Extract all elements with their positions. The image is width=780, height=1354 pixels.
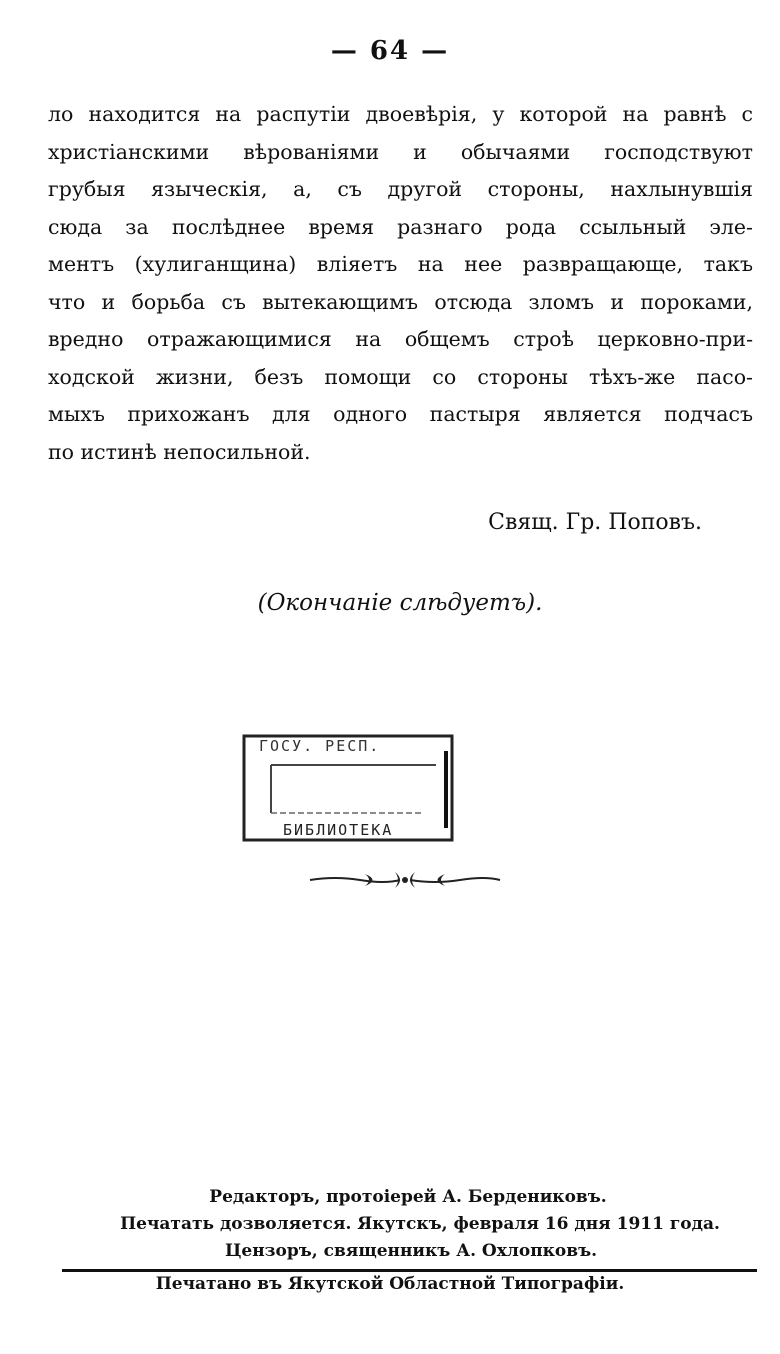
library-stamp — [241, 733, 456, 846]
body-line: ментъ (хулиганщина) вліяетъ на нее развращающе, такъ — [48, 252, 753, 276]
body-line: христіанскими вѣрованіями и обычаями господствуют — [48, 139, 753, 164]
body-line: ходской жизни, безъ помощи со стороны тѣхъ-же пасо- — [48, 364, 753, 389]
body-line: мыхъ прихожанъ для одного пастыря является подчасъ — [48, 402, 753, 426]
ornament-divider — [305, 868, 505, 892]
page-number: — 64 — — [330, 36, 450, 66]
censor-line: Цензоръ, священникъ А. Охлопковъ. — [224, 1241, 598, 1261]
printer-line: Печатано въ Якутской Областной Типографіи. — [155, 1274, 625, 1294]
permission-line: Печатать дозволяется. Якутскъ, февраля 16 дня 1911 года. — [120, 1214, 720, 1234]
body-text — [48, 96, 753, 471]
author-signature: Свящ. Гр. Поповъ. — [488, 510, 702, 535]
imprint-block — [0, 1184, 780, 1265]
stamp-top-text: ГОСУ. РЕСП. — [259, 737, 381, 755]
stamp-bottom-text: БИБЛИОТЕКА — [283, 821, 394, 839]
continuation-note: (Окончаніе слѣдуетъ). — [257, 590, 543, 616]
body-line: сюда за послѣднее время разнаго рода ссыльный эле- — [48, 214, 753, 239]
body-line: ло находится на распутіи двоевѣрія, у которой на равнѣ с — [48, 102, 753, 126]
body-line: грубыя языческія, а, съ другой стороны, нахлынувшія — [48, 177, 753, 201]
body-line: вредно отражающимися на общемъ строѣ церковно-при- — [48, 327, 753, 351]
imprint-rule — [62, 1269, 757, 1272]
body-line: что и борьба съ вытекающимъ отсюда зломъ и пороками, — [48, 289, 753, 314]
body-line: по истинѣ непосильной. — [48, 439, 311, 464]
editor-line: Редакторъ, протоіерей А. Бердениковъ. — [209, 1187, 607, 1207]
